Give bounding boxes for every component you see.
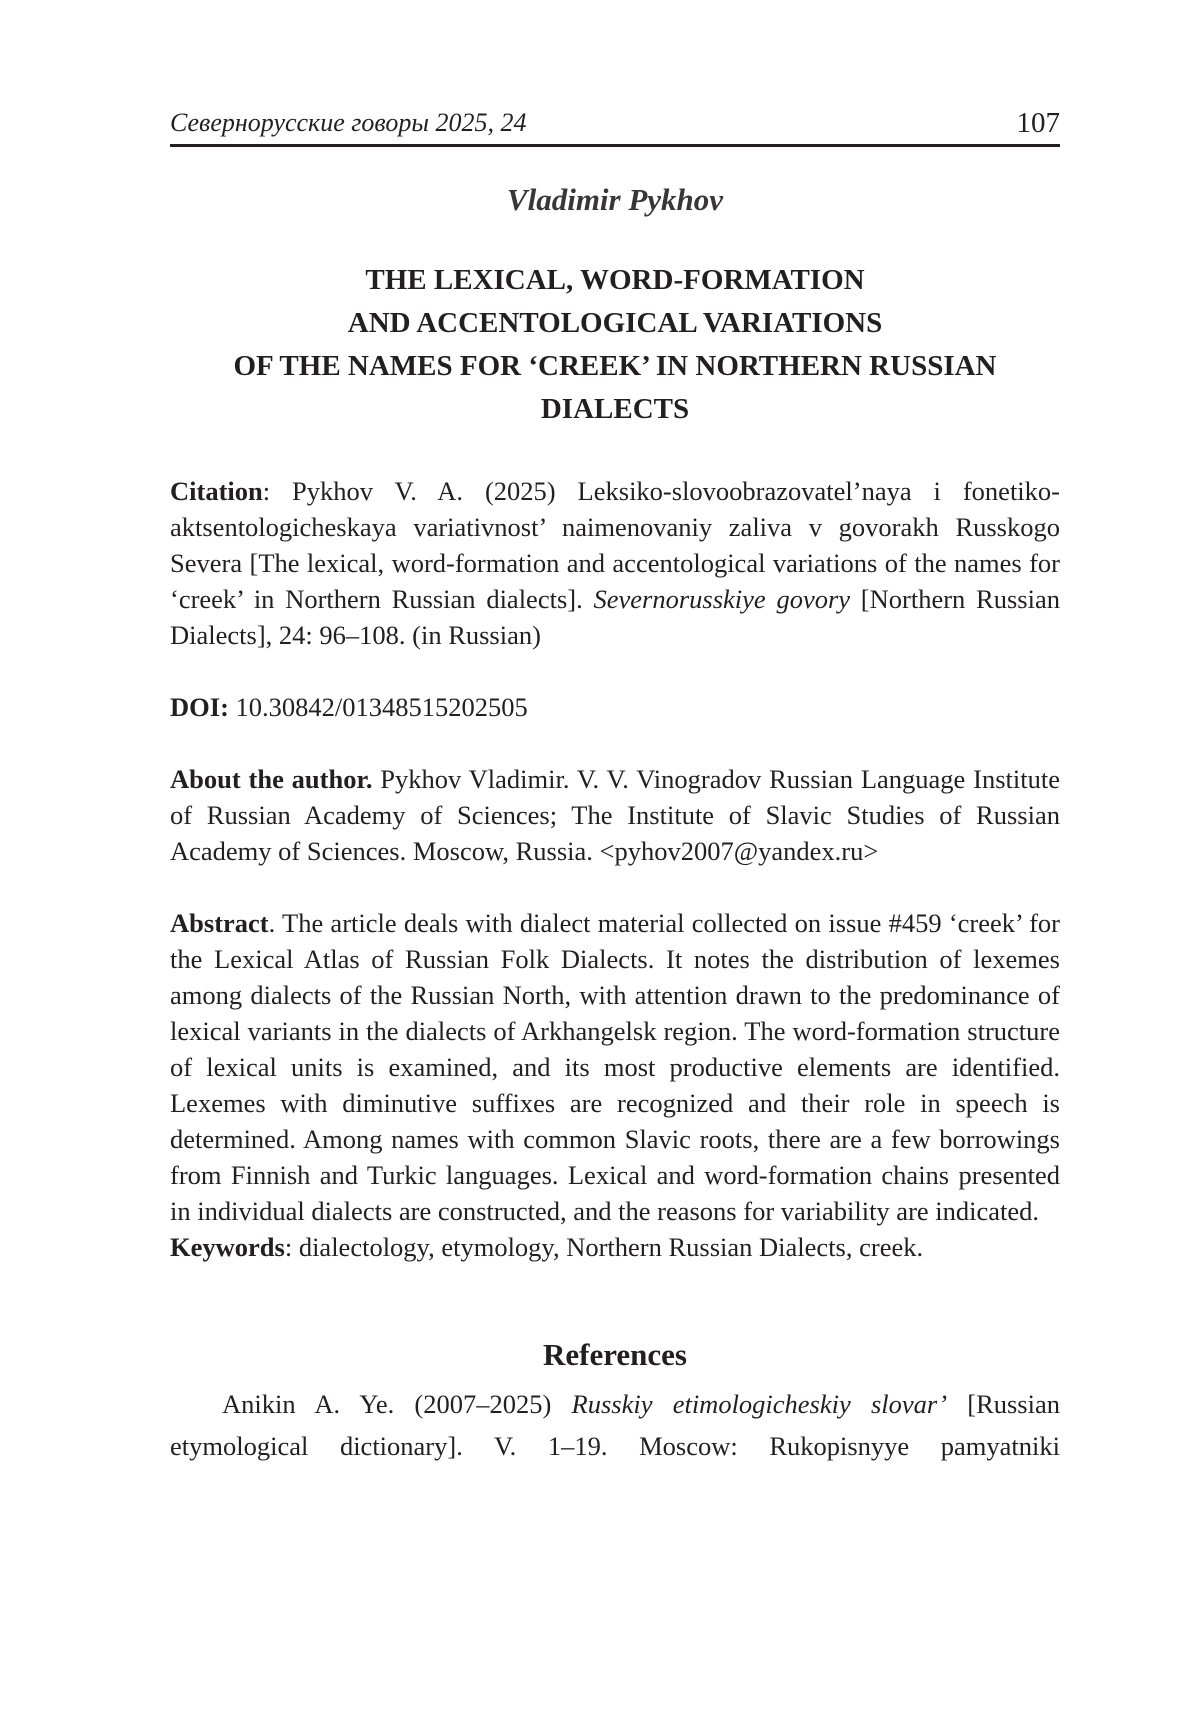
abstract-text: . The article deals with dialect material collected on issue #459 ‘creek’ for the Lexical Atlas of Russian Folk Dialects. It notes the distribution of lexemes among dialects of the Russian North, with attention drawn to the predominance of lexical variants in the dialects of Arkhangelsk region. The word-formation structure of lexical units is examined, and its most productive elements are identified. Lexemes with diminutive suffixes are recognized and their role in speech is determined. Among names with common Slavic roots, there are a few borrowings from Finnish and Turkic languages. Lexical and word-formation chains presented in individual dialects are constructed, and the reasons for variability are indicated. (170, 908, 1060, 1226)
page (170, 100, 1060, 1494)
about-label: About the author. (170, 764, 373, 794)
about-text: Pykhov Vladimir. V. V. Vinogradov Russian Language Institute of Russian Academy of Sciences; The Institute of Slavic Studies of Russian Academy of Sciences. Moscow, Russia. <pyhov2007@yandex.ru> (170, 764, 1060, 866)
citation-label: Citation (170, 476, 263, 506)
journal-name: Севернорусские говоры 2025, 24 (170, 108, 527, 137)
citation-journal: Severnorusskiye govory (593, 584, 851, 614)
citation (170, 473, 1060, 653)
about-author (170, 761, 1060, 869)
keywords (170, 1229, 1060, 1265)
title-line: THE LEXICAL, WORD-FORMATION (365, 264, 865, 296)
abstract (170, 905, 1060, 1229)
article-title (170, 259, 1060, 431)
reference-item (170, 1383, 1060, 1467)
keywords-label: Keywords (170, 1232, 285, 1262)
title-line: DIALECTS (540, 393, 690, 425)
reference-title: Russkiy etimologicheskiy slovar’ (571, 1389, 948, 1419)
title-line: OF THE NAMES FOR ‘CREEK’ IN NORTHERN RUSSIAN (233, 350, 997, 382)
author-name: Vladimir Pykhov (506, 182, 724, 217)
reference-text-after: [Russian etymological dictionary]. V. 1–19. Moscow: Rukopisnyye pamyatniki (170, 1389, 1060, 1461)
running-header (170, 100, 1060, 147)
keywords-text: : dialectology, etymology, Northern Russian Dialects, creek. (284, 1232, 924, 1262)
doi-label: DOI: (170, 692, 229, 722)
references-heading: References (542, 1337, 687, 1372)
doi (170, 689, 1060, 725)
page-number: 107 (1016, 107, 1060, 139)
reference-text-before: Anikin A. Ye. (2007–2025) (222, 1389, 572, 1419)
citation-text-after: [Northern Russian Dialects], 24: 96–108. (in Russian) (170, 584, 1060, 650)
doi-value: 10.30842/01348515202505 (228, 692, 528, 722)
citation-text-before: : Pykhov V. A. (2025) Leksiko-slovoobrazovatel’naya i fonetiko-aktsentologicheskaya variativnost’ naimenovaniy zaliva v govorakh Russkogo Severa [The lexical, word-formation and accentological variations of the names for ‘creek’ in Northern Russian dialects]. (170, 476, 1060, 614)
abstract-label: Abstract (170, 908, 269, 938)
title-line: AND ACCENTOLOGICAL VARIATIONS (347, 307, 883, 339)
